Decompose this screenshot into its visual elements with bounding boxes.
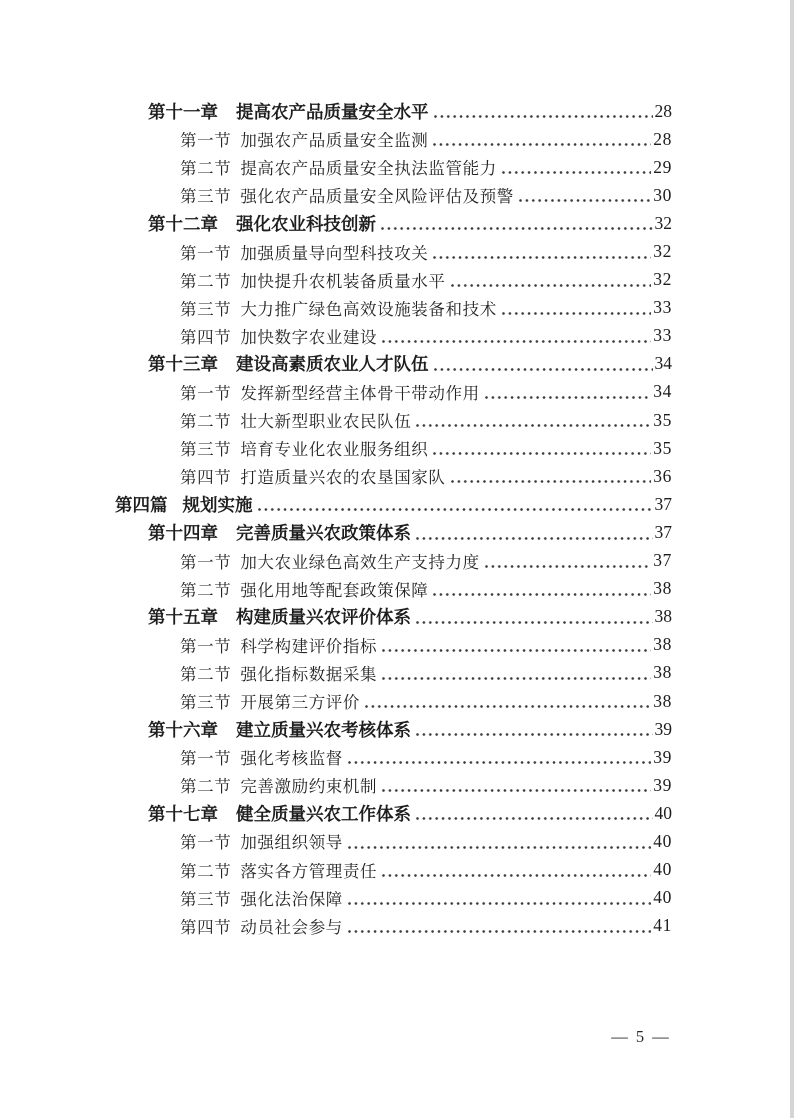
toc-entry-label: 第四篇: [115, 494, 168, 515]
toc-entry-label: 第十三章: [148, 354, 218, 375]
toc-entry-title: 强化法治保障: [240, 889, 343, 909]
toc-entry: [0, 799, 672, 827]
toc-entry-page: 39: [654, 718, 672, 739]
footer-page-number: — 5 —: [611, 1027, 671, 1046]
toc-entry-label: 第十一章: [148, 101, 218, 122]
dot-leader: [502, 153, 651, 181]
toc-entry-title: 强化指标数据采集: [240, 664, 378, 684]
toc-entry-page: 40: [653, 830, 672, 851]
toc-entry: [0, 518, 672, 546]
toc-entry: [0, 237, 672, 265]
toc-entry: [0, 743, 672, 771]
toc-entry-title: 健全质量兴农工作体系: [236, 803, 411, 824]
toc-entry-page: 39: [653, 774, 672, 795]
dot-leader: [416, 603, 653, 631]
toc-entry-page: 30: [653, 184, 672, 205]
dot-leader: [348, 827, 651, 855]
dot-leader: [382, 771, 651, 799]
toc-entry-label: 第四节: [180, 327, 232, 347]
toc-entry-title: 建设高素质农业人才队伍: [236, 354, 429, 375]
toc-entry-title: 加大农业绿色高效生产支持力度: [240, 552, 480, 572]
toc-entry: [0, 322, 672, 350]
toc-entry: [0, 125, 672, 153]
toc-entry-page: 38: [653, 662, 672, 683]
dot-leader: [433, 237, 651, 265]
toc-entry-label: 第四节: [180, 917, 232, 937]
toc-entry-title: 打造质量兴农的农垦国家队: [240, 468, 446, 488]
toc-entry-label: 第十五章: [148, 607, 218, 628]
toc-entry-title: 加强质量导向型科技攻关: [240, 243, 429, 263]
dot-leader: [433, 434, 651, 462]
toc-entry-label: 第二节: [180, 580, 232, 600]
toc-entry-page: 40: [653, 887, 672, 908]
toc-entry-title: 构建质量兴农评价体系: [236, 607, 411, 628]
toc-entry-title: 动员社会参与: [240, 917, 343, 937]
dot-leader: [382, 631, 651, 659]
toc-entry: [0, 294, 672, 322]
scan-edge: [790, 0, 794, 1118]
toc-entry-label: 第一节: [180, 749, 232, 769]
toc-entry-label: 第一节: [180, 383, 232, 403]
dot-leader: [451, 462, 652, 490]
table-of-contents: [0, 97, 672, 940]
dot-leader: [348, 884, 651, 912]
toc-entry-page: 35: [653, 437, 672, 458]
toc-entry-page: 32: [653, 241, 672, 262]
toc-entry-page: 37: [653, 550, 672, 571]
toc-entry-title: 强化用地等配套政策保障: [240, 580, 429, 600]
toc-entry-label: 第二节: [180, 861, 232, 881]
toc-entry-title: 发挥新型经营主体骨干带动作用: [240, 383, 480, 403]
dot-leader: [433, 575, 651, 603]
toc-entry: [0, 687, 672, 715]
dot-leader: [416, 406, 651, 434]
toc-entry: [0, 912, 672, 940]
toc-entry: [0, 209, 672, 237]
toc-entry: [0, 153, 672, 181]
dot-leader: [434, 97, 653, 125]
toc-entry-label: 第一节: [180, 243, 232, 263]
toc-entry-title: 加快提升农机装备质量水平: [240, 271, 446, 291]
toc-entry-title: 建立质量兴农考核体系: [236, 719, 411, 740]
toc-entry-title: 完善质量兴农政策体系: [236, 522, 411, 543]
toc-entry-page: 34: [654, 353, 672, 374]
toc-entry: [0, 856, 672, 884]
toc-entry-title: 开展第三方评价: [240, 693, 361, 713]
toc-entry-title: 提高农产品质量安全执法监管能力: [240, 159, 497, 179]
toc-entry-label: 第十二章: [148, 213, 218, 234]
toc-entry-page: 36: [653, 465, 672, 486]
toc-entry-page: 37: [654, 521, 672, 542]
toc-entry: [0, 350, 672, 378]
toc-entry-title: 培育专业化农业服务组织: [240, 440, 429, 460]
toc-entry-label: 第二节: [180, 412, 232, 432]
toc-entry: [0, 97, 672, 125]
dot-leader: [381, 209, 653, 237]
dot-leader: [382, 659, 651, 687]
toc-entry: [0, 547, 672, 575]
toc-entry-label: 第二节: [180, 271, 232, 291]
dot-leader: [416, 715, 653, 743]
toc-entry-title: 完善激励约束机制: [240, 777, 378, 797]
toc-entry: [0, 771, 672, 799]
dot-leader: [348, 743, 651, 771]
toc-entry: [0, 434, 672, 462]
toc-entry-label: 第一节: [180, 131, 232, 151]
toc-entry-page: 28: [653, 128, 672, 149]
toc-entry-title: 加强组织领导: [240, 833, 343, 853]
toc-entry-title: 加快数字农业建设: [240, 327, 378, 347]
dot-leader: [434, 350, 653, 378]
toc-entry-title: 强化考核监督: [240, 749, 343, 769]
toc-entry-title: 提高农产品质量安全水平: [236, 101, 429, 122]
toc-entry: [0, 884, 672, 912]
toc-entry-label: 第十七章: [148, 803, 218, 824]
toc-entry-page: 35: [653, 409, 672, 430]
toc-entry-page: 33: [653, 325, 672, 346]
dot-leader: [416, 518, 653, 546]
toc-entry-label: 第一节: [180, 552, 232, 572]
toc-entry-label: 第三节: [180, 299, 232, 319]
toc-entry-title: 落实各方管理责任: [240, 861, 378, 881]
dot-leader: [382, 322, 651, 350]
toc-entry: [0, 378, 672, 406]
toc-entry: [0, 181, 672, 209]
toc-entry-page: 41: [653, 915, 672, 936]
toc-entry-title: 强化农业科技创新: [236, 213, 376, 234]
dot-leader: [365, 687, 651, 715]
toc-entry-page: 39: [653, 746, 672, 767]
toc-entry: [0, 462, 672, 490]
toc-entry: [0, 575, 672, 603]
toc-entry-page: 38: [653, 690, 672, 711]
toc-entry-page: 34: [653, 381, 672, 402]
toc-entry-label: 第一节: [180, 833, 232, 853]
toc-entry-label: 第三节: [180, 440, 232, 460]
toc-entry-label: 第三节: [180, 187, 232, 207]
toc-entry-page: 40: [653, 859, 672, 880]
dot-leader: [258, 490, 653, 518]
toc-entry: [0, 266, 672, 294]
dot-leader: [485, 378, 652, 406]
dot-leader: [382, 856, 651, 884]
toc-entry-page: 37: [654, 493, 672, 514]
toc-entry-page: 33: [653, 297, 672, 318]
toc-entry: [0, 603, 672, 631]
toc-entry-title: 壮大新型职业农民队伍: [240, 412, 412, 432]
toc-entry: [0, 406, 672, 434]
toc-entry: [0, 659, 672, 687]
toc-entry-title: 规划实施: [182, 494, 253, 515]
toc-entry-label: 第一节: [180, 636, 232, 656]
toc-entry: [0, 827, 672, 855]
toc-entry-label: 第二节: [180, 159, 232, 179]
dot-leader: [502, 294, 651, 322]
toc-entry-page: 38: [653, 634, 672, 655]
toc-entry-label: 第二节: [180, 777, 232, 797]
toc-entry-label: 第四节: [180, 468, 232, 488]
toc-entry-page: 29: [653, 156, 672, 177]
toc-entry-page: 38: [654, 606, 672, 627]
dot-leader: [485, 547, 652, 575]
toc-entry: [0, 490, 672, 518]
dot-leader: [348, 912, 651, 940]
toc-entry-label: 第三节: [180, 889, 232, 909]
dot-leader: [451, 266, 652, 294]
toc-entry-title: 加强农产品质量安全监测: [240, 131, 429, 151]
toc-entry-page: 40: [654, 802, 672, 823]
toc-entry: [0, 715, 672, 743]
toc-entry-page: 32: [653, 269, 672, 290]
toc-entry-label: 第十四章: [148, 522, 218, 543]
toc-entry-title: 强化农产品质量安全风险评估及预警: [240, 187, 514, 207]
toc-entry: [0, 631, 672, 659]
toc-entry-page: 38: [653, 578, 672, 599]
dot-leader: [416, 799, 653, 827]
toc-entry-page: 28: [654, 100, 672, 121]
toc-entry-label: 第二节: [180, 664, 232, 684]
dot-leader: [433, 125, 651, 153]
toc-entry-page: 32: [654, 212, 672, 233]
toc-entry-title: 大力推广绿色高效设施装备和技术: [240, 299, 497, 319]
toc-entry-title: 科学构建评价指标: [240, 636, 378, 656]
toc-entry-label: 第十六章: [148, 719, 218, 740]
dot-leader: [519, 181, 651, 209]
toc-entry-label: 第三节: [180, 693, 232, 713]
